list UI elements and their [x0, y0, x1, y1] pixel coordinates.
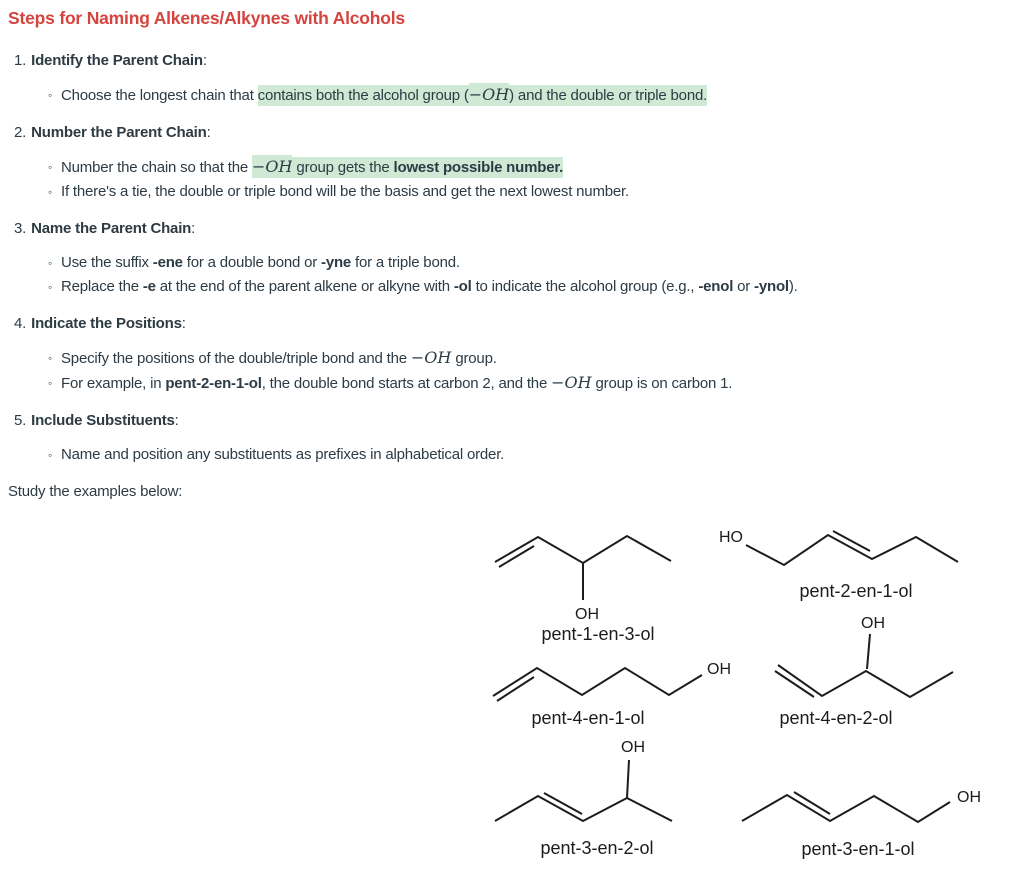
oh-label: OH [957, 789, 981, 806]
outro-text: Study the examples below: [8, 483, 183, 500]
bullet-icon: ◦ [48, 256, 53, 270]
double-bond [775, 671, 814, 697]
oh-bond [867, 634, 870, 669]
molecule-pent-3-en-2-ol [495, 739, 672, 858]
step-heading: Identify the Parent Chain [31, 52, 203, 69]
molecule-name: pent-1-en-3-ol [541, 624, 655, 644]
step-heading-suffix: : [206, 124, 211, 141]
text-segment: Specify the positions of the double/triple bond and the [61, 350, 411, 367]
text-segment: or [733, 278, 755, 295]
oh-bond [627, 760, 629, 798]
oh-label: OH [707, 661, 731, 678]
molecule-name: pent-3-en-2-ol [540, 838, 654, 858]
text-segment: Replace the [61, 278, 143, 295]
text-segment: -yne [321, 254, 352, 271]
chain-bonds [493, 668, 702, 696]
oh-label: OH [621, 739, 645, 756]
highlighted-text: group gets the [292, 159, 394, 176]
highlighted-text: contains both the alcohol group ( [257, 87, 469, 104]
step-heading: Name the Parent Chain [31, 220, 192, 237]
step-heading-suffix: : [181, 315, 186, 332]
page-title: Steps for Naming Alkenes/Alkynes with Alcohols [8, 8, 405, 28]
step-heading: Number the Parent Chain [31, 124, 207, 141]
text-segment: pent-2-en-1-ol [165, 375, 262, 392]
molecule-pent-4-en-2-ol [775, 615, 953, 728]
step-number: 4. [14, 315, 27, 332]
chain-bonds [495, 796, 672, 821]
text-segment: ). [788, 278, 798, 295]
bullet-icon: ◦ [48, 376, 53, 390]
text-segment: -ene [152, 254, 183, 271]
math-oh: −OH [251, 157, 293, 176]
step-heading-suffix: : [202, 52, 207, 69]
bullet-icon: ◦ [48, 351, 53, 365]
text-segment: Use the suffix [61, 254, 153, 271]
text-segment: at the end of the parent alkene or alkyne with [155, 278, 454, 295]
text-segment: for a triple bond. [351, 254, 460, 271]
text-segment: Name and position any substituents as prefixes in alphabetical order. [61, 446, 505, 463]
highlighted-text: lowest possible number. [393, 159, 564, 176]
math-oh: −OH [551, 373, 592, 392]
chain-bonds [778, 665, 953, 697]
text-segment: , the double bond starts at carbon 2, and the [261, 375, 552, 392]
molecule-pent-2-en-1-ol [719, 529, 958, 601]
step-heading-suffix: : [191, 220, 196, 237]
step-number: 2. [14, 124, 27, 141]
math-oh: −OH [468, 85, 510, 104]
molecule-name: pent-4-en-1-ol [531, 708, 645, 728]
chain-bonds [495, 536, 671, 563]
text-segment: For example, in [61, 375, 166, 392]
molecule-pent-1-en-3-ol [495, 536, 671, 644]
step-heading: Indicate the Positions [31, 315, 182, 332]
molecule-name: pent-4-en-2-ol [779, 708, 893, 728]
text-segment: -enol [698, 278, 734, 295]
text-segment: -e [142, 278, 156, 295]
text-segment: -ol [453, 278, 472, 295]
molecule-examples-diagram [0, 8, 1012, 873]
step-heading-suffix: : [174, 412, 179, 429]
text-segment: for a double bond or [182, 254, 322, 271]
step-number: 1. [14, 52, 27, 69]
oh-label: OH [575, 606, 599, 623]
molecule-pent-4-en-1-ol [493, 661, 731, 728]
molecule-name: pent-3-en-1-ol [801, 839, 915, 859]
chain-bonds [742, 795, 950, 822]
step-number: 5. [14, 412, 27, 429]
step-number: 3. [14, 220, 27, 237]
text-segment: Choose the longest chain that [61, 87, 258, 104]
chain-bonds [746, 535, 958, 565]
text-segment: to indicate the alcohol group (e.g., [471, 278, 699, 295]
bullet-icon: ◦ [48, 160, 53, 174]
molecule-pent-3-en-1-ol [742, 789, 981, 859]
text-segment: -ynol [754, 278, 789, 295]
highlighted-text: ) and the double or triple bond. [509, 87, 708, 104]
step-heading: Include Substituents [31, 412, 175, 429]
text-segment: group. [451, 350, 497, 367]
oh-label: OH [861, 615, 885, 632]
bullet-icon: ◦ [48, 280, 53, 294]
math-oh: −OH [410, 348, 452, 367]
oh-label: HO [719, 529, 743, 546]
text-segment: If there's a tie, the double or triple bond will be the basis and get the next lowest number. [61, 183, 629, 200]
bullet-icon: ◦ [48, 448, 53, 462]
text-segment: group is on carbon 1. [591, 375, 733, 392]
molecule-name: pent-2-en-1-ol [799, 581, 913, 601]
bullet-icon: ◦ [48, 185, 53, 199]
bullet-icon: ◦ [48, 88, 53, 102]
text-segment: Number the chain so that the [61, 159, 252, 176]
